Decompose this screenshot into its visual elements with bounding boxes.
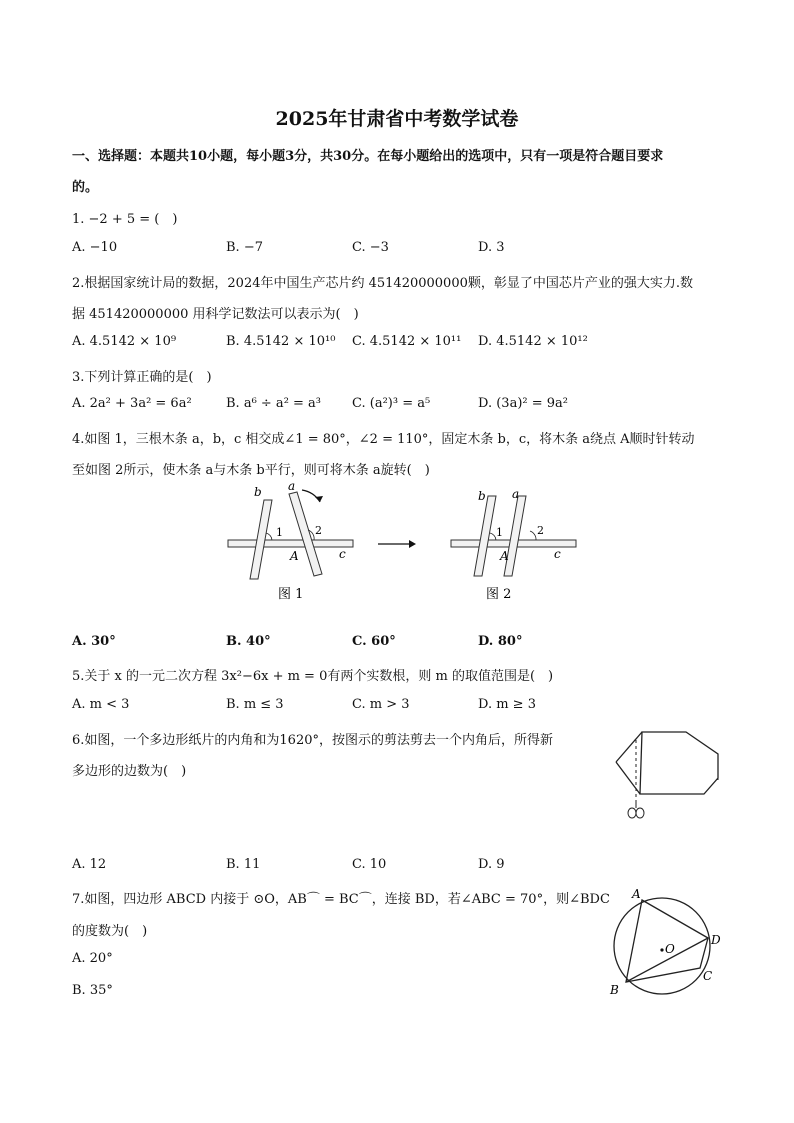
- fig1-caption: 图 1: [278, 587, 304, 602]
- label-1-1: 1: [276, 526, 283, 539]
- section-header-line1: 一、选择题：本题共10小题，每小题3分，共30分。在每小题给出的选项中，只有一项是符合题目要求: [72, 149, 664, 164]
- center-dot: [660, 948, 663, 951]
- label-b-1: b: [254, 485, 262, 499]
- stick-c: [228, 540, 353, 547]
- label-A: A: [632, 887, 641, 901]
- label-A-1: A: [290, 549, 299, 563]
- label-c-1: c: [339, 547, 346, 561]
- angle-1-arc: [266, 533, 272, 540]
- polygon-outline: [640, 732, 718, 794]
- q2-option-d: D. 4.5142 × 10¹²: [478, 334, 588, 349]
- q4-option-b: B. 40°: [226, 634, 271, 649]
- circle-o: [614, 898, 713, 994]
- q5-stem: 5.关于 x 的一元二次方程 3x²−6x + m = 0有两个实数根，则 m 的取值范围是( ): [72, 669, 554, 684]
- q5-option-c: C. m > 3: [352, 697, 410, 712]
- rotation-arrow: [302, 490, 320, 502]
- label-a-1: a: [288, 479, 296, 493]
- angle-2-arc-2: [530, 531, 536, 540]
- q5-option-b: B. m ≤ 3: [226, 697, 284, 712]
- label-1-2: 1: [496, 526, 503, 539]
- q4-figure: [220, 478, 580, 606]
- stick-b-2: [474, 496, 496, 576]
- cut-line-top: [616, 732, 642, 762]
- page-title: 2025年甘肃省中考数学试卷: [275, 108, 519, 130]
- q4-stem-line2: 至如图 2所示，使木条 a与木条 b平行，则可将木条 a旋转( ): [72, 463, 430, 478]
- q2-stem-line2: 据 451420000000 用科学记数法可以表示为( ): [72, 307, 359, 322]
- label-2-2: 2: [537, 524, 544, 537]
- q6-stem-line1: 6.如图，一个多边形纸片的内角和为1620°，按图示的剪法剪去一个内角后，所得新: [72, 733, 553, 748]
- q6-option-a: A. 12: [72, 857, 107, 872]
- q5-option-d: D. m ≥ 3: [478, 697, 536, 712]
- label-A-2: A: [500, 549, 509, 563]
- q3-stem: 3.下列计算正确的是( ): [72, 370, 212, 385]
- label-c-2: c: [554, 547, 561, 561]
- stick-a-2: [504, 496, 526, 576]
- q5-option-a: A. m < 3: [72, 697, 130, 712]
- q7-figure: [600, 886, 730, 1001]
- q6-option-d: D. 9: [478, 857, 505, 872]
- q2-option-a: A. 4.5142 × 10⁹: [72, 334, 177, 349]
- q4-option-d: D. 80°: [478, 634, 523, 649]
- q4-option-a: A. 30°: [72, 634, 116, 649]
- q3-option-d: D. (3a)² = 9a²: [478, 396, 568, 411]
- q4-figure-2: [451, 487, 576, 602]
- q6-stem-line2: 多边形的边数为( ): [72, 764, 187, 779]
- q2-stem-line1: 2.根据国家统计局的数据，2024年中国生产芯片约 451420000000颗，彰显了中国芯片产业的强大实力.数: [72, 276, 694, 291]
- q1-option-d: D. 3: [478, 240, 505, 255]
- q3-option-a: A. 2a² + 3a² = 6a²: [72, 396, 192, 411]
- label-B: B: [610, 983, 619, 997]
- q7-option-a: A. 20°: [72, 951, 113, 966]
- q2-option-b: B. 4.5142 × 10¹⁰: [226, 334, 336, 349]
- q1-option-b: B. −7: [226, 240, 263, 255]
- q3-option-c: C. (a²)³ = a⁵: [352, 396, 431, 411]
- label-O: O: [665, 942, 675, 956]
- label-a-2: a: [512, 487, 520, 501]
- q4-stem-line1: 4.如图 1，三根木条 a，b，c 相交成∠1 = 80°，∠2 = 110°，固定木条 b，c，将木条 a绕点 A顺时针转动: [72, 432, 695, 447]
- q2-option-c: C. 4.5142 × 10¹¹: [352, 334, 462, 349]
- label-C: C: [703, 969, 713, 983]
- q4-figure-1: [228, 479, 353, 602]
- label-D: D: [711, 933, 721, 947]
- transition-arrowhead: [409, 540, 416, 548]
- q3-option-b: B. a⁶ ÷ a² = a³: [226, 396, 322, 411]
- q7-option-b: B. 35°: [72, 983, 113, 998]
- q1-stem: 1. −2 + 5 = ( ): [72, 212, 178, 227]
- q4-option-c: C. 60°: [352, 634, 396, 649]
- q6-option-c: C. 10: [352, 857, 387, 872]
- fig2-caption: 图 2: [486, 587, 512, 602]
- q7-stem-line2: 的度数为( ): [72, 924, 148, 939]
- q6-figure: [608, 726, 724, 826]
- label-2-1: 2: [315, 524, 322, 537]
- scissors-icon: [628, 802, 644, 818]
- section-header-line2: 的。: [72, 180, 99, 195]
- label-b-2: b: [478, 489, 486, 503]
- q1-option-c: C. −3: [352, 240, 389, 255]
- q6-option-b: B. 11: [226, 857, 261, 872]
- q1-option-a: A. −10: [72, 240, 118, 255]
- q7-stem-line1: 7.如图，四边形 ABCD 内接于 ⊙O，AB⌒ = BC⌒，连接 BD，若∠ABC = 70°，则∠BDC: [72, 892, 610, 907]
